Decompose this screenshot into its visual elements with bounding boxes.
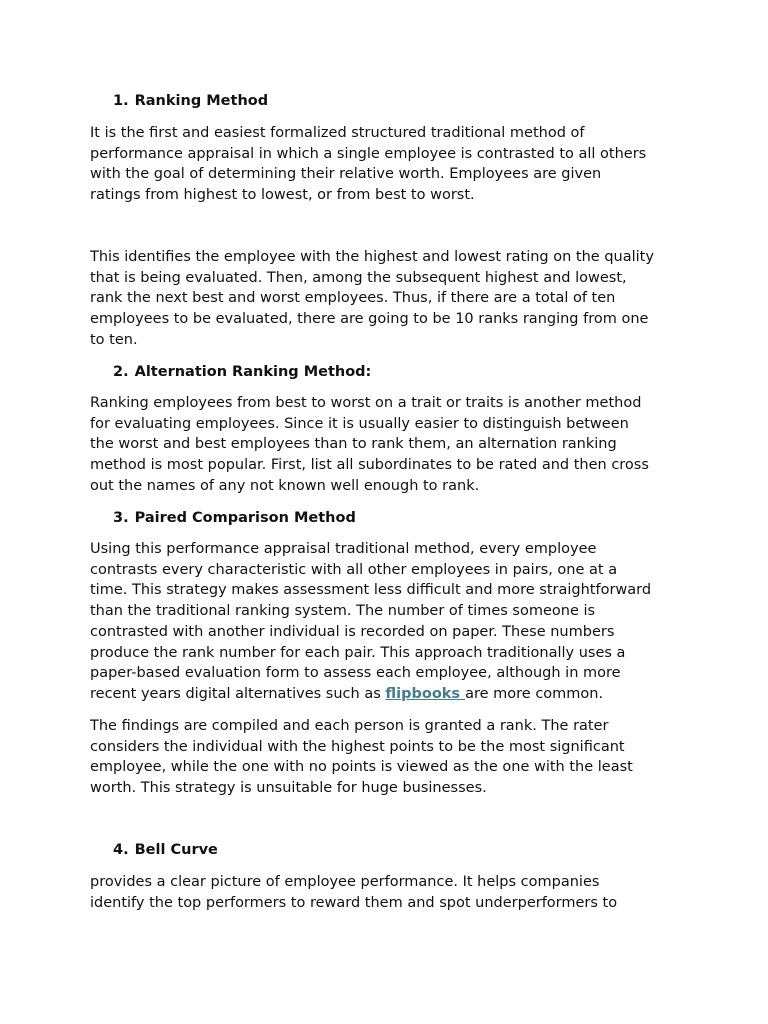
text-line: produce the rank number for each pair. This approach traditionally uses a [90, 644, 626, 661]
text-line: for evaluating employees. Since it is usually easier to distinguish between [90, 415, 629, 432]
text-line: time. This strategy makes assessment less difficult and more straightforward [90, 582, 652, 599]
section-3-paragraph-2 [90, 716, 690, 799]
text-line: employees to be evaluated, there are going to be 10 ranks ranging from one [90, 311, 649, 328]
text-line: Ranking employees from best to worst on a trait or traits is another method [90, 395, 642, 411]
flipbooks-link[interactable]: flipbooks [385, 685, 466, 702]
section-2-number: 2. [113, 364, 129, 380]
section-3-number: 3. [113, 510, 129, 526]
section-3-title: Paired Comparison Method [134, 510, 356, 526]
text-line: method is most popular. First, list all subordinates to be rated and then cross [90, 457, 649, 474]
section-4-heading [113, 840, 218, 860]
text-line: Using this performance appraisal traditional method, every employee [90, 541, 597, 557]
text-line: to ten. [90, 331, 138, 348]
text-line: considers the individual with the highest points to be the most significant [90, 738, 625, 755]
section-2-title: Alternation Ranking Method: [134, 364, 372, 380]
section-4-paragraph-1 [90, 872, 690, 913]
text-line: performance appraisal in which a single employee is contrasted to all others [90, 145, 647, 162]
text-line: ratings from highest to lowest, or from best to worst. [90, 187, 475, 204]
section-1-paragraph-2 [90, 247, 690, 351]
text-line: employee, while the one with no points is viewed as the one with the least [90, 759, 633, 776]
text-line-with-link [90, 684, 690, 705]
text-line: This identifies the employee with the highest and lowest rating on the quality [90, 249, 654, 265]
text-line: identify the top performers to reward them and spot underperformers to [90, 894, 618, 911]
section-3-paragraph-1 [90, 539, 690, 705]
section-1-paragraph-1 [90, 123, 690, 206]
text-line: that is being evaluated. Then, among the subsequent highest and lowest, [90, 269, 627, 286]
text-line: The findings are compiled and each person is granted a rank. The rater [90, 718, 609, 734]
text-line: paper-based evaluation form to assess each employee, although in more [90, 665, 621, 682]
section-2-paragraph-1 [90, 393, 690, 497]
section-1-title: Ranking Method [134, 93, 269, 109]
section-3-heading [113, 508, 356, 528]
text-line: contrasts every characteristic with all other employees in pairs, one at a [90, 561, 618, 578]
section-2-heading [113, 362, 371, 382]
text-line: out the names of any not known well enough to rank. [90, 477, 480, 494]
text-line: provides a clear picture of employee performance. It helps companies [90, 874, 600, 890]
section-4-title: Bell Curve [134, 842, 218, 858]
text-line: worth. This strategy is unsuitable for huge businesses. [90, 780, 487, 797]
text-line: with the goal of determining their relative worth. Employees are given [90, 166, 602, 183]
text-line: It is the first and easiest formalized structured traditional method of [90, 125, 585, 141]
text-line: contrasted with another individual is recorded on paper. These numbers [90, 623, 615, 640]
text-line: rank the next best and worst employees. Thus, if there are a total of ten [90, 290, 616, 307]
section-1-heading [113, 91, 268, 111]
link-line-before: recent years digital alternatives such as [90, 685, 386, 702]
section-4-number: 4. [113, 842, 129, 858]
section-1-number: 1. [113, 93, 129, 109]
link-line-after: are more common. [465, 685, 604, 702]
text-line: the worst and best employees than to rank them, an alternation ranking [90, 436, 617, 453]
text-line: than the traditional ranking system. The number of times someone is [90, 603, 596, 620]
